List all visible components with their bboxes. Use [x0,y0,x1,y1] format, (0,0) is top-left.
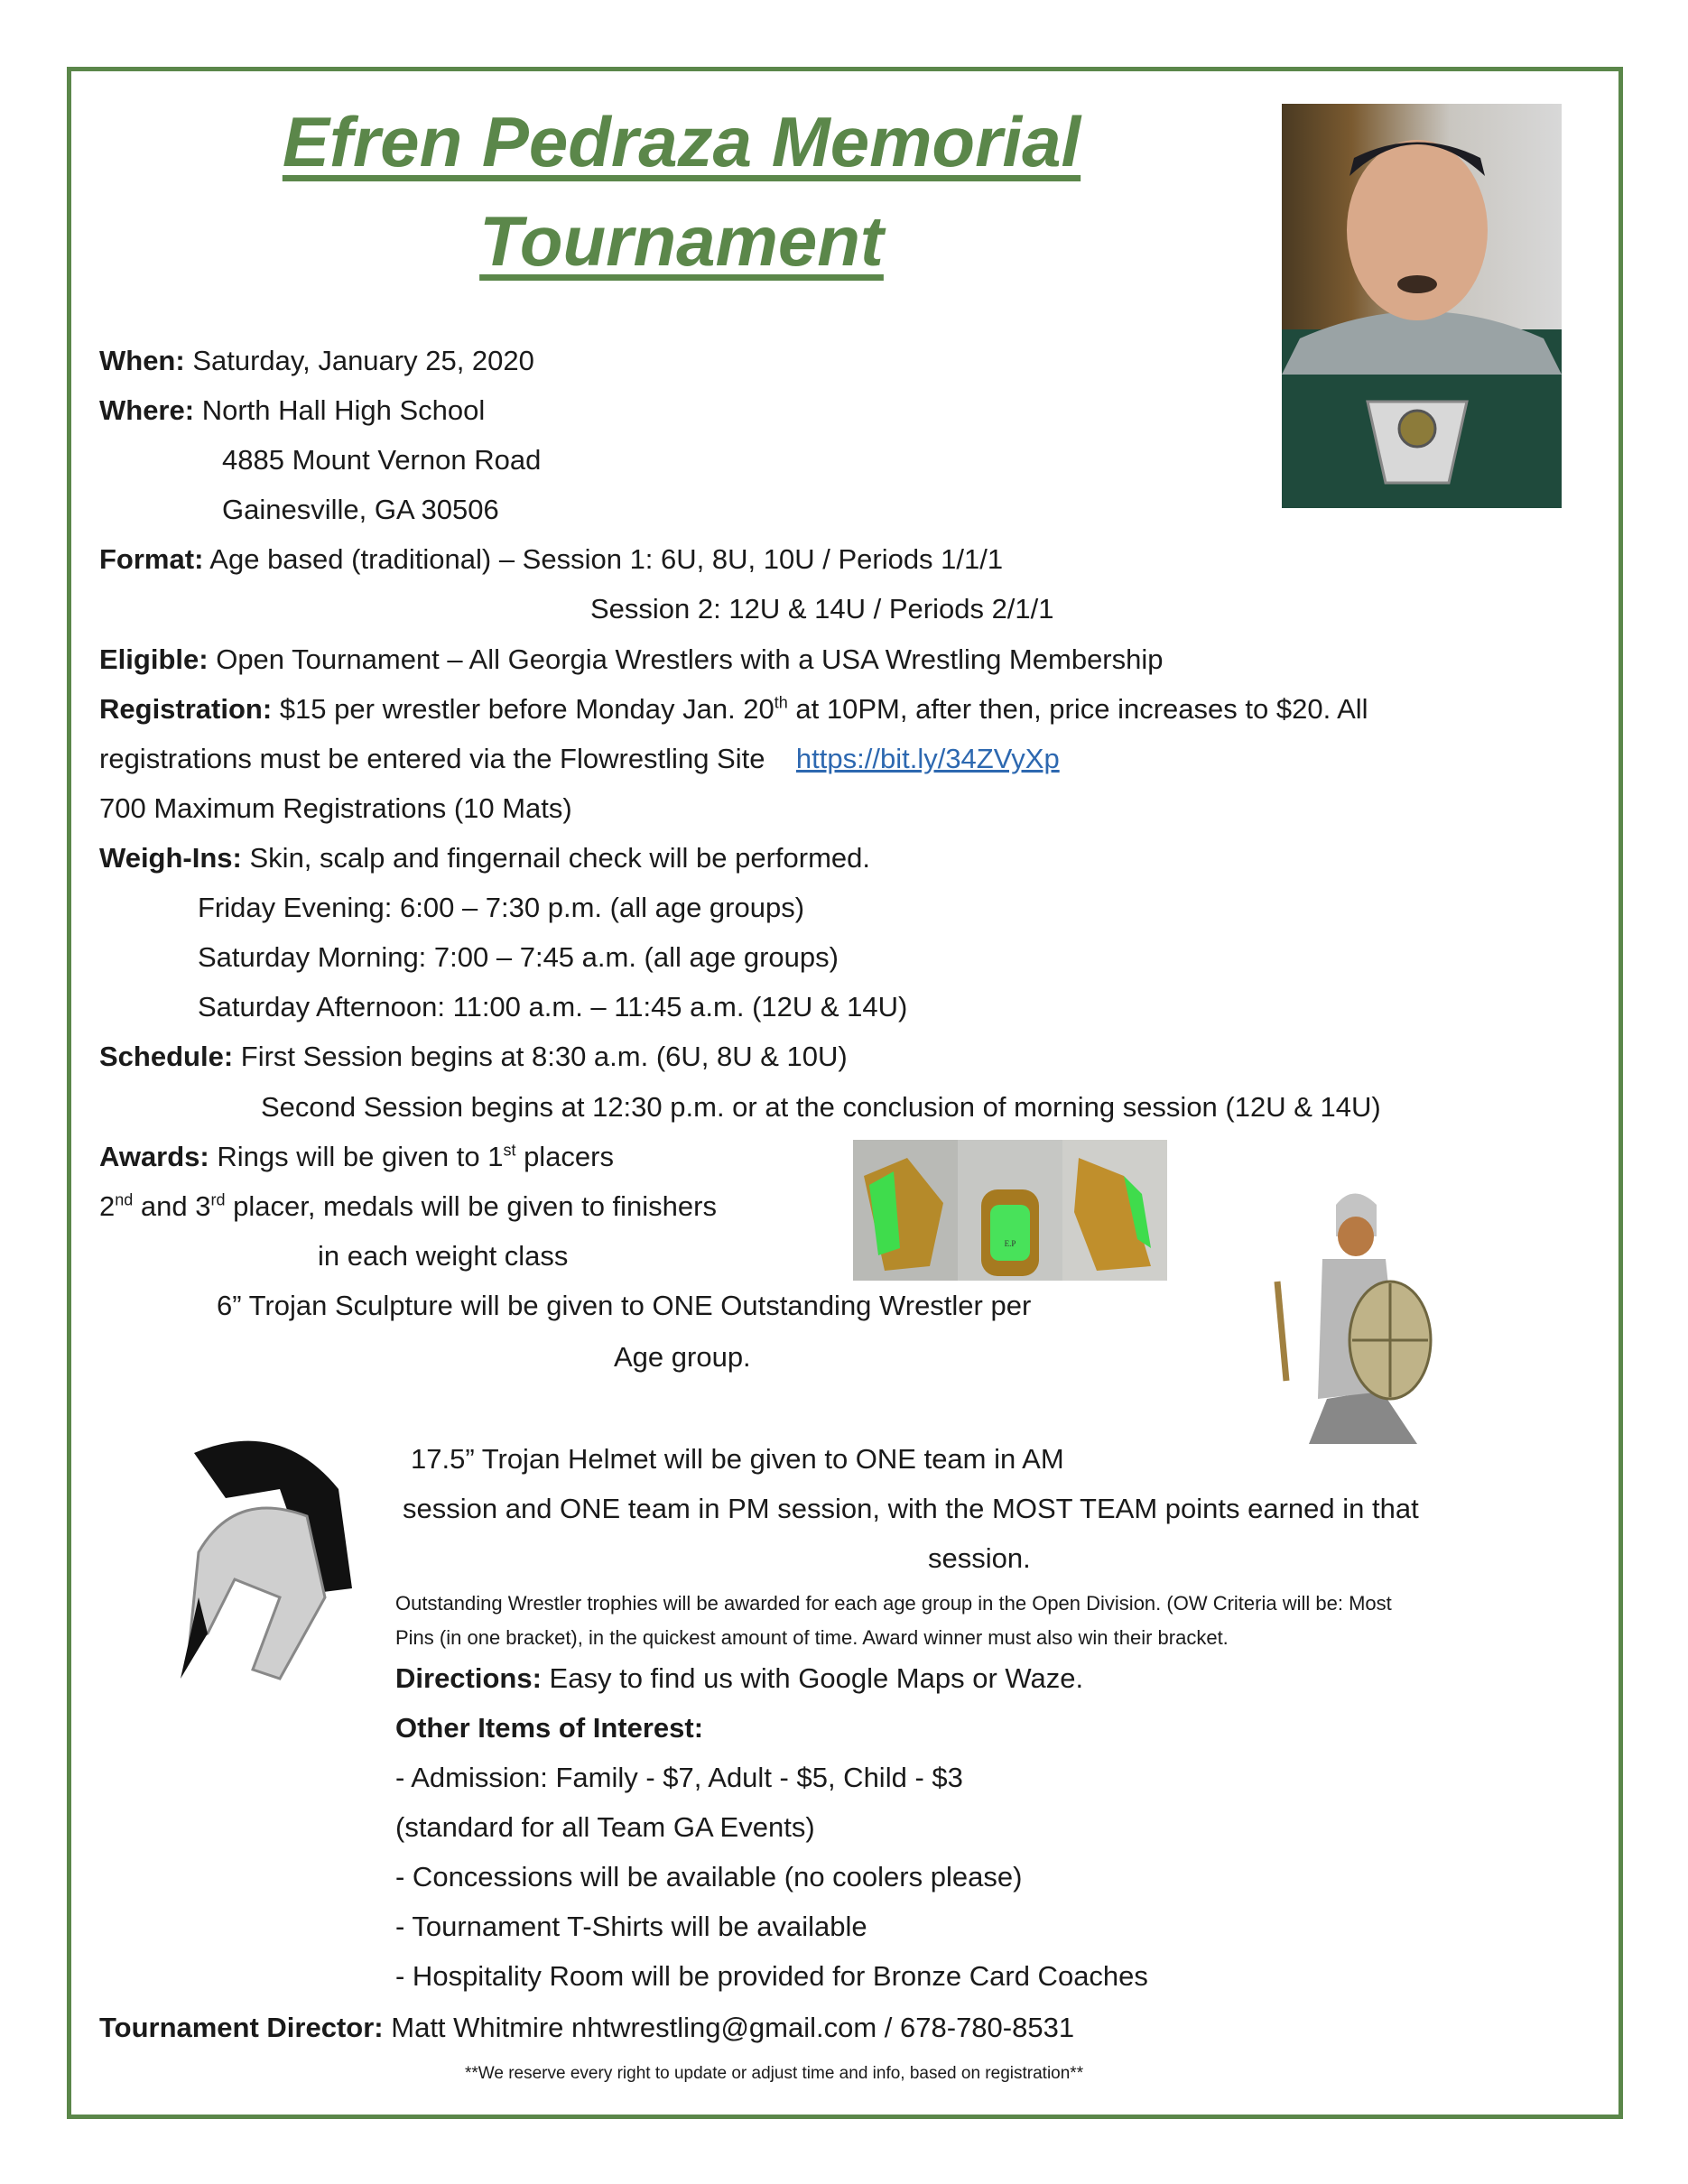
trojan-helmet-award: 17.5” Trojan Helmet will be given to ONE team in AM [411,1443,1064,1475]
weighin-time: Saturday Afternoon: 11:00 a.m. – 11:45 a.m. (12U & 14U) [198,991,908,1023]
awards-row-3: in each weight class [318,1240,569,1272]
ring-engraving: E.P [1004,1239,1016,1248]
when-row: When: Saturday, January 25, 2020 [99,345,534,376]
trojan-sculpture-award-2: Age group. [614,1341,751,1373]
trojan-sculpture-photo [1246,1173,1453,1448]
format-row: Format: Age based (traditional) – Session 1: 6U, 8U, 10U / Periods 1/1/1 [99,543,1004,575]
registration-link[interactable]: https://bit.ly/34ZVyXp [795,743,1060,774]
director-row: Tournament Director: Matt Whitmire nhtwrestling@gmail.com / 678-780-8531 [99,2012,1075,2043]
eligible-row: Eligible: Open Tournament – All Georgia Wrestlers with a USA Wrestling Membership [99,643,1164,675]
disclaimer: **We reserve every right to update or adjust time and info, based on registration** [465,2064,1084,2083]
schedule-second-session: Second Session begins at 12:30 p.m. or at the conclusion of morning session (12U & 14U) [261,1091,1381,1123]
other-item: - Tournament T-Shirts will be available [395,1911,867,1942]
venue-name: North Hall High School [201,394,486,426]
title-line-1: Efren Pedraza Memorial [282,102,1081,181]
weighin-time: Friday Evening: 6:00 – 7:30 p.m. (all age groups) [198,892,805,923]
awards-row-2: 2nd and 3rd placer, medals will be given to finishers [99,1190,717,1222]
other-item: - Admission: Family - $7, Adult - $5, Child - $3 [395,1762,963,1793]
trojan-helmet-award-2: session and ONE team in PM session, with the MOST TEAM points earned in that [403,1493,1419,1524]
memorial-portrait-photo [1282,104,1562,508]
trojan-sculpture-award: 6” Trojan Sculpture will be given to ONE Outstanding Wrestler per [217,1290,1032,1321]
awards-row: Awards: Rings will be given to 1st placers [99,1141,614,1172]
weighins-row: Weigh-Ins: Skin, scalp and fingernail check will be performed. [99,842,871,874]
award-rings-photo [853,1140,1167,1281]
trojan-helmet-award-3: session. [928,1542,1031,1574]
other-item: (standard for all Team GA Events) [395,1811,815,1843]
weighin-time: Saturday Morning: 7:00 – 7:45 a.m. (all age groups) [198,941,839,973]
schedule-row: Schedule: First Session begins at 8:30 a.m. (6U, 8U & 10U) [99,1041,848,1072]
registration-row-2: registrations must be entered via the Flowrestling Site https://bit.ly/34ZVyXp [99,743,1060,774]
title-line-2: Tournament [479,201,884,281]
other-items-heading: Other Items of Interest: [395,1712,704,1744]
format-session-2: Session 2: 12U & 14U / Periods 2/1/1 [590,593,1054,625]
ow-criteria-2: Pins (in one bracket), in the quickest amount of time. Award winner must also win their bracket. [395,1626,1229,1649]
event-date: Saturday, January 25, 2020 [192,345,534,376]
registration-row: Registration: $15 per wrestler before Monday Jan. 20th at 10PM, after then, price increases to $20. All [99,693,1368,725]
director-contact: Matt Whitmire nhtwrestling@gmail.com / 678-780-8531 [391,2012,1075,2043]
trojan-helmet-photo [144,1417,388,1688]
other-item: - Hospitality Room will be provided for Bronze Card Coaches [395,1960,1148,1992]
where-row: Where: North Hall High School [99,394,486,426]
venue-street: 4885 Mount Vernon Road [222,444,542,476]
max-registrations: 700 Maximum Registrations (10 Mats) [99,792,572,824]
venue-city: Gainesville, GA 30506 [222,494,499,525]
ow-criteria: Outstanding Wrestler trophies will be awarded for each age group in the Open Division. (OW Criteria will be: Most [395,1592,1392,1615]
other-item: - Concessions will be available (no coolers please) [395,1861,1023,1892]
directions-row: Directions: Easy to find us with Google Maps or Waze. [395,1662,1084,1694]
